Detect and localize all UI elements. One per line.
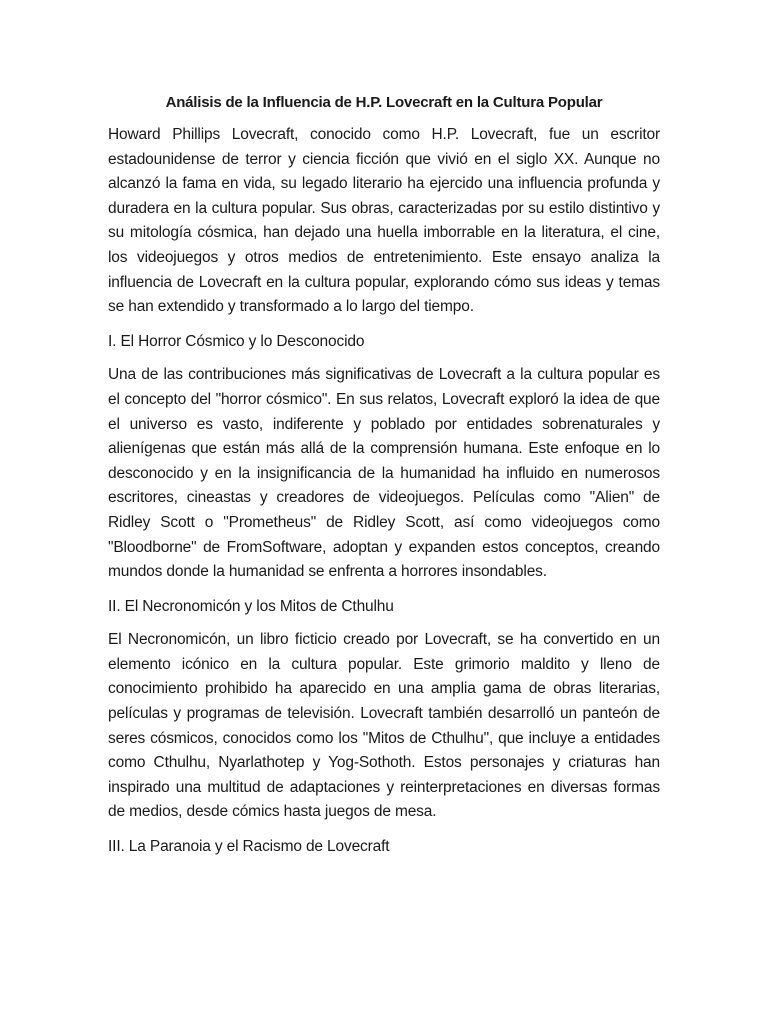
intro-paragraph: Howard Phillips Lovecraft, conocido como H.P. Lovecraft, fue un escritor estadounidense de terror y ciencia ficción que vivió en el siglo XX. Aunque no alcanzó la fama en vida, su legado literario ha ejercido una influencia profunda y duradera en la cultura popular. Sus obras, caracterizadas por su estilo distintivo y su mitología cósmica, han dejado una huella imborrable en la literatura, el cine, los videojuegos y otros medios de entretenimiento. Este ensayo analiza la influencia de Lovecraft en la cultura popular, explorando cómo sus ideas y temas se han extendido y transformado a lo largo del tiempo. <box>108 126 660 316</box>
document-page <box>108 92 660 869</box>
section-1-paragraph: Una de las contribuciones más significativas de Lovecraft a la cultura popular es el concepto del "horror cósmico". En sus relatos, Lovecraft exploró la idea de que el universo es vasto, indiferente y poblado por entidades sobrenaturales y alienígenas que están más allá de la comprensión humana. Este enfoque en lo desconocido y en la insignificancia de la humanidad ha influido en numerosos escritores, cineastas y creadores de videojuegos. Películas como "Alien" de Ridley Scott o "Prometheus" de Ridley Scott, así como videojuegos como "Bloodborne" de FromSoftware, adoptan y expanden estos conceptos, creando mundos donde la humanidad se enfrenta a horrores insondables. <box>108 366 660 581</box>
section-2-paragraph: El Necronomicón, un libro ficticio creado por Lovecraft, se ha convertido en un elemento icónico en la cultura popular. Este grimorio maldito y lleno de conocimiento prohibido ha aparecido en una amplia gama de obras literarias, películas y programas de televisión. Lovecraft también desarrolló un panteón de seres cósmicos, conocidos como los "Mitos de Cthulhu", que incluye a entidades como Cthulhu, Nyarlathotep y Yog-Sothoth. Estos personajes y criaturas han inspirado una multitud de adaptaciones y reinterpretaciones en diversas formas de medios, desde cómics hasta juegos de mesa. <box>108 631 660 821</box>
section-1-heading: I. El Horror Cósmico y lo Desconocido <box>108 332 365 350</box>
section-3-heading: III. La Paranoia y el Racismo de Lovecraft <box>108 838 390 856</box>
document-title: Análisis de la Influencia de H.P. Lovecraft en la Cultura Popular <box>165 94 603 111</box>
section-2-heading: II. El Necronomicón y los Mitos de Cthulhu <box>108 597 394 615</box>
